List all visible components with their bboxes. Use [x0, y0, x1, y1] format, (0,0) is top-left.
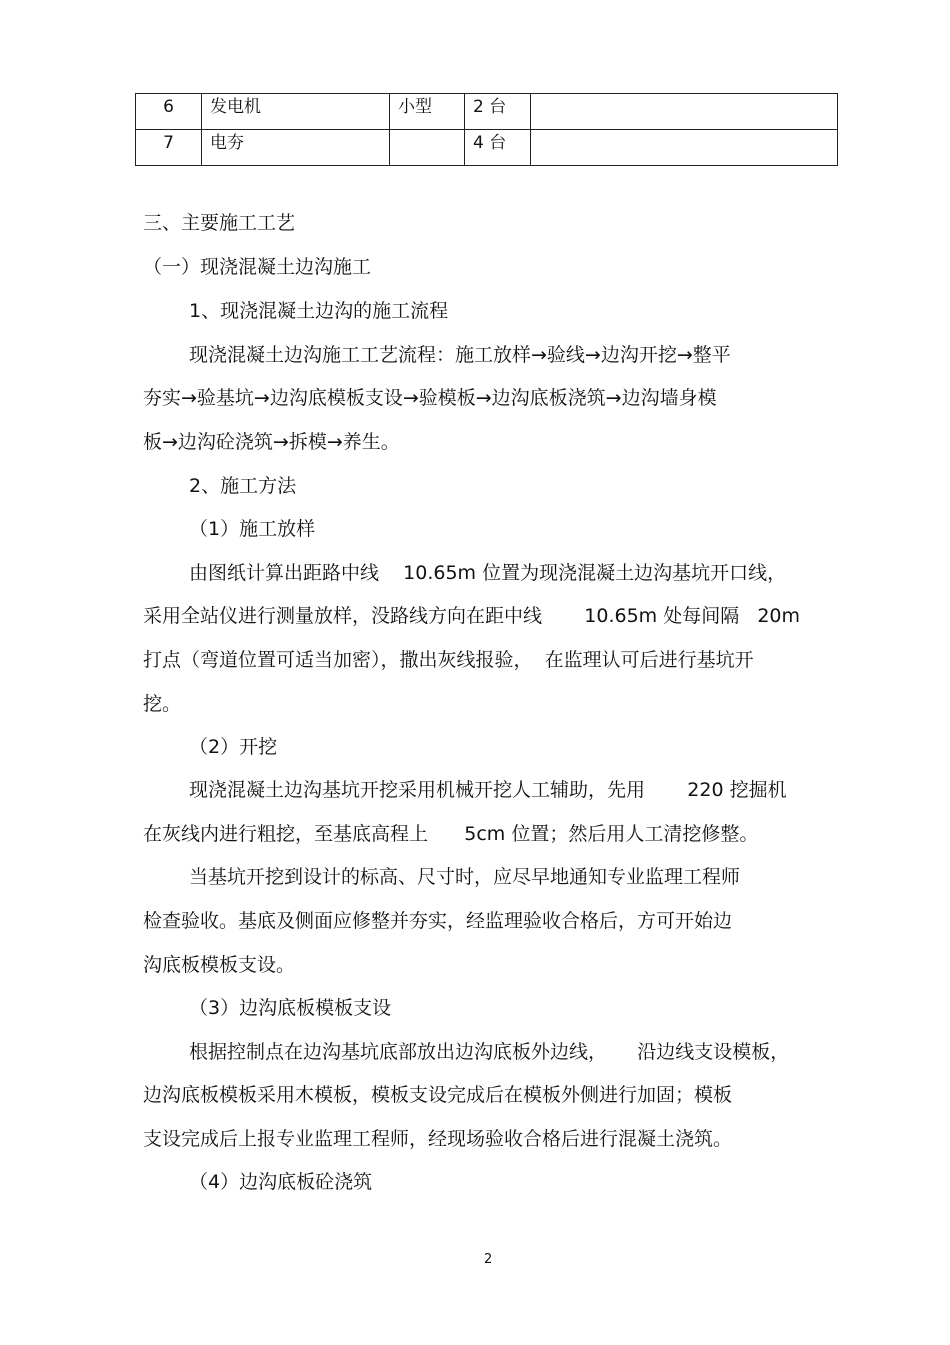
- note-cell: [531, 94, 838, 130]
- equipment-name-cell: 发电机: [202, 94, 390, 130]
- paragraph-line: 根据控制点在边沟基坑底部放出边沟底板外边线， 沿边线支设模板，: [189, 1041, 790, 1063]
- page-number: 2: [484, 1252, 493, 1267]
- sub-item-heading: （2）开挖: [189, 736, 278, 758]
- row-number-cell: 7: [136, 130, 202, 166]
- paragraph-line: 当基坑开挖到设计的标高、尺寸时，应尽早地通知专业监理工程师: [189, 866, 741, 888]
- paragraph-line: 夯实→验基坑→边沟底模板支设→验模板→边沟底板浇筑→边沟墙身模: [143, 387, 717, 409]
- sub-item-heading: （1）施工放样: [189, 518, 316, 540]
- paragraph-line: 现浇混凝土边沟基坑开挖采用机械开挖人工辅助，先用 220 挖掘机: [189, 779, 787, 801]
- paragraph-line: 采用全站仪进行测量放样，没路线方向在距中线 10.65m 处每间隔 20m: [143, 605, 801, 627]
- spec-cell: [390, 130, 465, 166]
- paragraph-line: 打点（弯道位置可适当加密），撒出灰线报验， 在监理认可后进行基坑开: [143, 649, 754, 671]
- subsection-heading: （一）现浇混凝土边沟施工: [143, 256, 372, 278]
- item-heading: 2、施工方法: [189, 475, 297, 497]
- spec-cell: 小型: [390, 94, 465, 130]
- paragraph-line: 板→边沟砼浇筑→拆模→养生。: [143, 431, 400, 453]
- paragraph-line: 检查验收。基底及侧面应修整并夯实，经监理验收合格后，方可开始边: [143, 910, 733, 932]
- note-cell: [531, 130, 838, 166]
- equipment-table: [135, 93, 838, 166]
- table-row: [136, 94, 838, 130]
- row-number-cell: 6: [136, 94, 202, 130]
- quantity-cell: 2 台: [465, 94, 531, 130]
- item-heading: 1、现浇混凝土边沟的施工流程: [189, 300, 449, 322]
- paragraph-line: 在灰线内进行粗挖，至基底高程上 5cm 位置；然后用人工清挖修整。: [143, 823, 759, 845]
- table-row: [136, 130, 838, 166]
- paragraph-line: 挖。: [143, 693, 182, 715]
- equipment-name-cell: 电夯: [202, 130, 390, 166]
- section-heading: 三、主要施工工艺: [143, 212, 296, 234]
- paragraph-line: 沟底板模板支设。: [143, 954, 296, 976]
- paragraph-line: 由图纸计算出距路中线 10.65m 位置为现浇混凝土边沟基坑开口线，: [189, 562, 787, 584]
- sub-item-heading: （3）边沟底板模板支设: [189, 997, 392, 1019]
- sub-item-heading: （4）边沟底板砼浇筑: [189, 1171, 373, 1193]
- paragraph-line: 现浇混凝土边沟施工工艺流程：施工放样→验线→边沟开挖→整平: [189, 344, 731, 366]
- paragraph-line: 支设完成后上报专业监理工程师，经现场验收合格后进行混凝土浇筑。: [143, 1128, 733, 1150]
- quantity-cell: 4 台: [465, 130, 531, 166]
- paragraph-line: 边沟底板模板采用木模板，模板支设完成后在模板外侧进行加固；模板: [143, 1084, 733, 1106]
